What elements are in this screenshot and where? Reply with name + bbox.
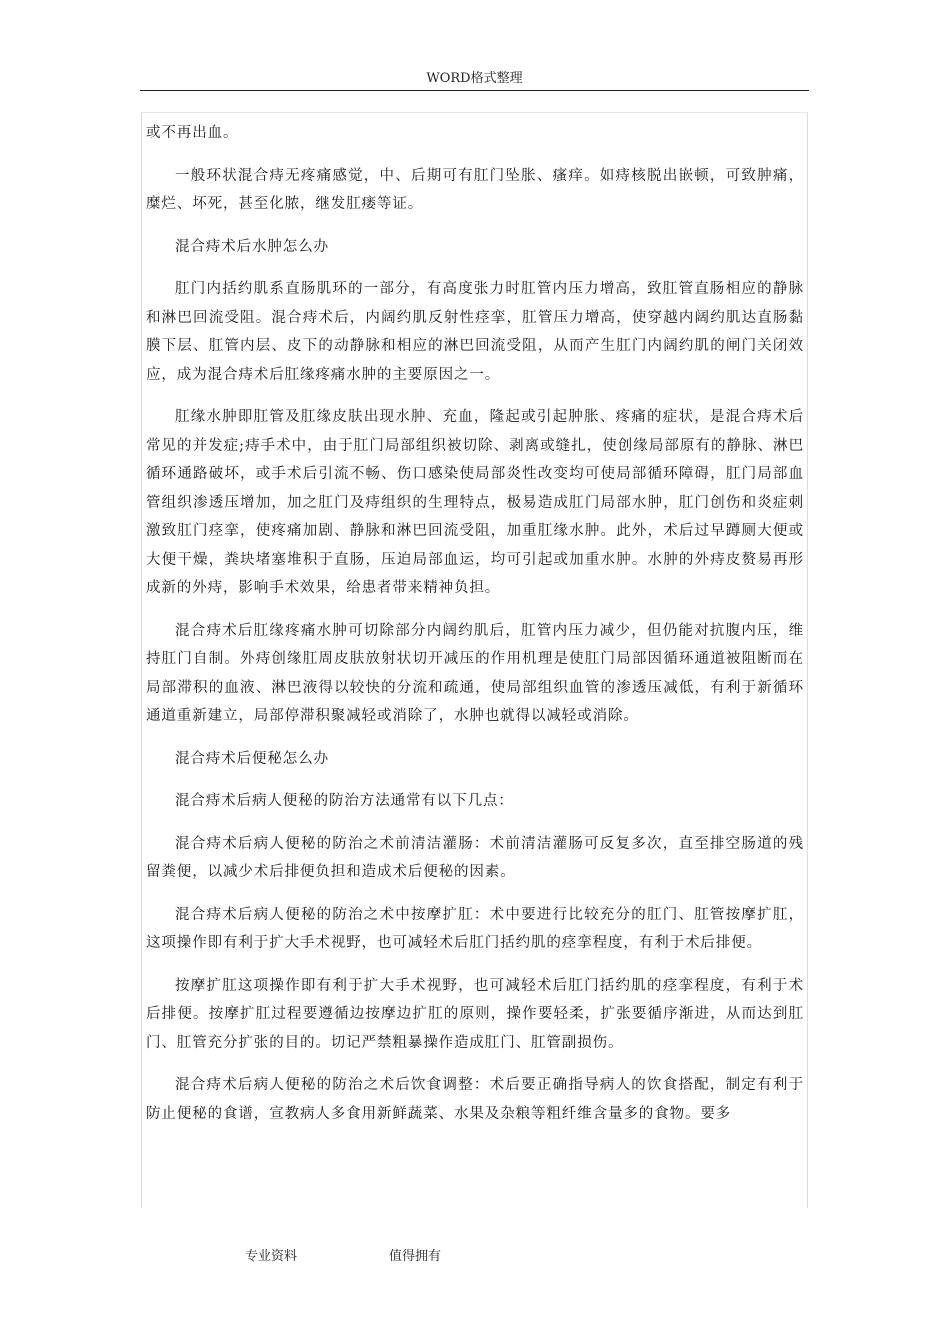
paragraph: 一般环状混合痔无疼痛感觉，中、后期可有肛门坠胀、瘙痒。如痔核脱出嵌顿，可致肿痛，糜烂、坏死，甚至化脓，继发肛瘘等证。: [146, 167, 804, 212]
paragraph: 按摩扩肛这项操作即有利于扩大手术视野，也可减轻术后肛门括约肌的痉挛程度，有利于术后排便。按摩扩肛过程要遵循边按摩边扩肛的原则，操作要轻柔，扩张要循序渐进，从而达到肛门、肛管充分扩张的目的。切记严禁粗暴操作造成肛门、肛管副损伤。: [146, 977, 804, 1051]
paragraph: 或不再出血。: [146, 125, 239, 141]
paragraph: 肛门内括约肌系直肠肌环的一部分，有高度张力时肛管内压力增高，致肛管直肠相应的静脉和淋巴回流受阻。混合痔术后，内阔约肌反射性痉挛，肛管压力增高，使穿越内阔约肌达直肠黏膜下层、肛管内层、皮下的动静脉和相应的淋巴回流受阻，从而产生肛门内阔约肌的闸门关闭效应，成为混合痔术后肛缘疼痛水肿的主要原因之一。: [146, 281, 804, 383]
document-body: [141, 112, 808, 1208]
page-header: WORD格式整理: [140, 70, 809, 91]
footer-right-text: 值得拥有: [389, 1249, 442, 1264]
section-heading: 混合痔术后便秘怎么办: [175, 750, 329, 767]
paragraph: 混合痔术后病人便秘的防治之术后饮食调整：术后要正确指导病人的饮食搭配，制定有利于防止便秘的食谱，宣教病人多食用新鲜蔬菜、水果及杂粮等粗纤维含量多的食物。要多: [146, 1077, 804, 1122]
paragraph: 混合痔术后病人便秘的防治之术中按摩扩肛：术中要进行比较充分的肛门、肛管按摩扩肛，这项操作即有利于扩大手术视野，也可减轻术后肛门括约肌的痉挛程度，有利于术后排便。: [146, 906, 804, 951]
section-heading: 混合痔术后水肿怎么办: [175, 238, 329, 255]
paragraph: 混合痔术后病人便秘的防治之术前清洁灌肠：术前清洁灌肠可反复多次，直至排空肠道的残留粪便，以减少术后排便负担和造成术后便秘的因素。: [146, 835, 804, 880]
paragraph: 肛缘水肿即肛管及肛缘皮肤出现水肿、充血，隆起或引起肿胀、疼痛的症状，是混合痔术后常见的并发症;痔手术中，由于肛门局部组织被切除、剥离或缝扎，使创缘局部原有的静脉、淋巴循环通路破坏，或手术后引流不畅、伤口感染使局部炎性改变均可使局部循环障碍，肛门局部血管组织渗透压增加，加之肛门及痔组织的生理特点，极易造成肛门局部水肿，肛门创伤和炎症刺激致肛门痉挛，使疼痛加剧、静脉和淋巴回流受阻，加重肛缘水肿。此外，术后过早蹲厕大便或大便干燥，粪块堵塞堆积于直肠，压迫局部血运，均可引起或加重水肿。水肿的外痔皮赘易再形成新的外痔，影响手术效果，给患者带来精神负担。: [146, 409, 804, 596]
paragraph: 混合痔术后肛缘疼痛水肿可切除部分内阔约肌后，肛管内压力减少，但仍能对抗腹内压，维持肛门自制。外痔创缘肛周皮肤放射状切开减压的作用机理是使肛门局部因循环通道被阻断而在局部滞积的血液、淋巴液得以较快的分流和疏通，使局部组织血管的渗透压减低，有利于新循环通道重新建立，局部停滞积聚减轻或消除了，水肿也就得以减轻或消除。: [146, 622, 804, 724]
paragraph: 混合痔术后病人便秘的防治方法通常有以下几点：: [175, 793, 514, 809]
footer-left-text: 专业资料: [245, 1249, 298, 1264]
